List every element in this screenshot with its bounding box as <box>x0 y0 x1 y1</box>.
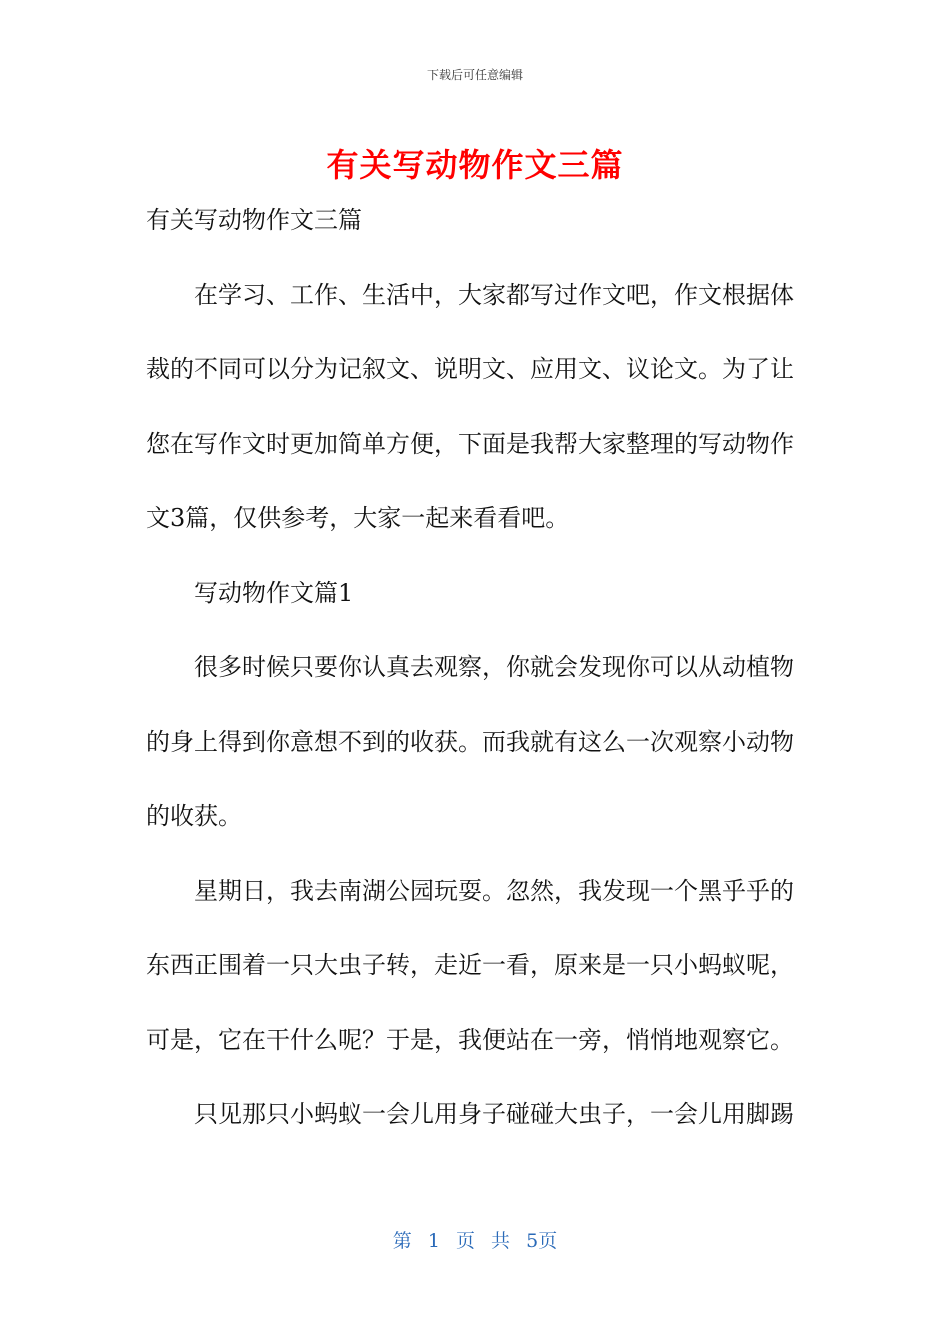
line-text: 的收获。 <box>146 802 242 830</box>
line-text: 有关写动物作文三篇 <box>146 206 362 234</box>
line-text: 的 身 上 得 到 你 意 想 不 到 的 收 获 。 而 我 就 有 这 么 一 次 观 察 小 动 物 <box>146 727 794 756</box>
line-text: 文3篇，仅供参考，大家一起来看看吧。 <box>146 504 570 532</box>
body-line <box>146 937 794 1012</box>
body-line <box>146 565 794 640</box>
footer-label-di: 第 <box>392 1230 412 1252</box>
line-text: 只 见 那 只 小 蚂 蚁 一 会 儿 用 身 子 碰 碰 大 虫 子 ， 一 会 儿 用 脚 踢 <box>194 1100 794 1128</box>
line-text: 可 是 ， 它 在 干 什 么 呢 ？ 于 是 ， 我 便 站 在 一 旁 ， 悄 悄 地 观 察 它 。 <box>146 1025 794 1054</box>
footer-total-pages: 5页 <box>526 1230 558 1252</box>
body-line <box>146 192 794 267</box>
page-footer <box>0 1226 950 1253</box>
body-line <box>146 1086 794 1161</box>
footer-label-gong: 共 <box>491 1230 511 1252</box>
footer-label-ye: 页 <box>455 1230 475 1252</box>
body-line <box>146 1012 794 1087</box>
document-body <box>146 192 794 1161</box>
body-line <box>146 267 794 342</box>
body-line <box>146 341 794 416</box>
body-line <box>146 863 794 938</box>
line-text: 写动物作文篇1 <box>194 578 354 607</box>
line-text: 很 多 时 候 只 要 你 认 真 去 观 察 ， 你 就 会 发 现 你 可 以 从 动 植 物 <box>194 653 794 681</box>
body-line <box>146 639 794 714</box>
body-line <box>146 788 794 863</box>
document-title: 有关写动物作文三篇 <box>326 146 624 184</box>
line-text: 星 期 日 ， 我 去 南 湖 公 园 玩 耍 。 忽 然 ， 我 发 现 一 个 黑 乎 乎 的 <box>194 876 794 905</box>
line-text: 裁 的 不 同 可 以 分 为 记 叙 文 、 说 明 文 、 应 用 文 、 议 论 文 。 为 了 让 <box>146 355 794 383</box>
line-text: 在 学 习 、 工 作 、 生 活 中 ， 大 家 都 写 过 作 文 吧 ， 作 文 根 据 体 <box>194 280 794 309</box>
line-text: 您 在 写 作 文 时 更 加 简 单 方 便 ， 下 面 是 我 帮 大 家 整 理 的 写 动 物 作 <box>146 429 794 458</box>
body-line <box>146 714 794 789</box>
header-note: 下载后可任意编辑 <box>426 68 523 82</box>
footer-page-number: 1 <box>427 1230 440 1252</box>
body-line <box>146 490 794 565</box>
body-line <box>146 416 794 491</box>
line-text: 东 西 正 围 着 一 只 大 虫 子 转 ， 走 近 一 看 ， 原 来 是 一 只 小 蚂 蚁 呢 ， <box>146 951 794 979</box>
